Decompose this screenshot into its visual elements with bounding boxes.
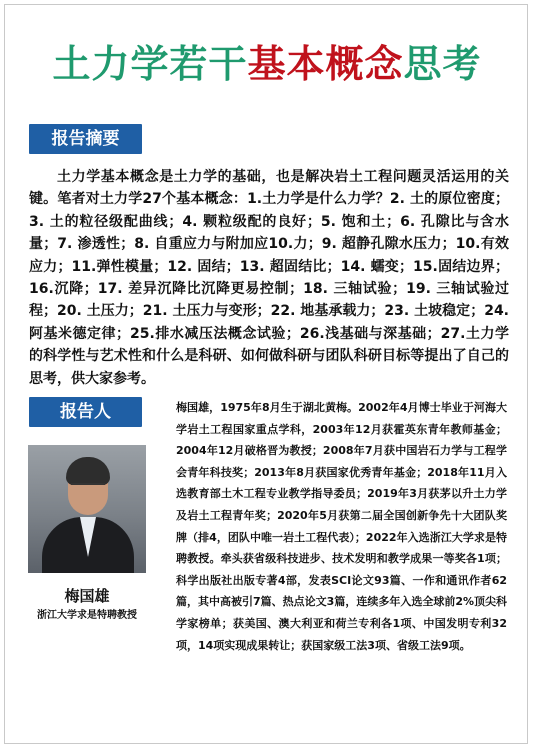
abstract-section-label: 报告摘要: [29, 124, 142, 154]
reporter-name: 梅国雄: [64, 587, 110, 605]
reporter-affiliation: 浙江大学求是特聘教授: [37, 610, 137, 621]
photo-hair: [66, 457, 110, 485]
page-title: [0, 40, 534, 88]
title-part-2: 基本概念: [247, 42, 404, 86]
photo-glasses: [71, 483, 105, 493]
reporter-section-label: 报告人: [29, 397, 142, 427]
reporter-photo: [28, 445, 146, 573]
abstract-text: 土力学基本概念是土力学的基础，也是解决岩土工程问题灵活运用的关键。笔者对土力学27个基本概念：1.土力学是什么力学？2. 土的原位密度；3. 土的粒径级配曲线；4. 颗粒级配的良好；5. 饱和土；6. 孔隙比与含水量；7. 渗透性；8. 自重应力与附加应10.力；9. 超静孔隙水压力；10.有效应力；11.弹性模量；12. 固结；13. 超固结比；14. 蠕变；15.固结边界；16.沉降；17. 差异沉降比沉降更易控制；18. 三轴试验；19. 三轴试验过程；20. 土压力；21. 土压力与变形；22. 地基承载力；23. 土坡稳定；24. 阿基米德定律；25.排水减压法概念试验；26.浅基础与深基础；27.土力学的科学性与艺术性和什么是科研、如何做科研与团队科研目标等提出了自己的思考，供大家参考。: [29, 169, 509, 387]
title-part-3: 思考: [403, 42, 482, 86]
reporter-bio: 梅国雄，1975年8月生于湖北黄梅。2002年4月博士毕业于河海大学岩土工程国家重点学科，2003年12月获霍英东青年教师基金；2004年12月破格晋为教授；2008年7月获中国岩石力学与工程学会青年科技奖；2013年8月获国家优秀青年基金；2018年11月入选教育部土木工程专业教学指导委员；2019年3月获茅以升土力学及岩土工程青年奖；2020年5月获第二届全国创新争先十大团队奖牌（排4，团队中唯一岩土工程代表）；2022年入选浙江大学求是特聘教授。牵头获省级科技进步、技术发明和教学成果一等奖各1项；科学出版社出版专著4部，发表SCI论文93篇、一作和通讯作者62篇，其中高被引7篇、热点论文3篇，连续多年入选全球前2%顶尖科学家榜单；获美国、澳大利亚和荷兰专利各1项、中国发明专利32项，14项实现成果转让；获国家级工法3项、省级工法9项。: [176, 401, 507, 652]
title-part-1: 土力学若干: [52, 42, 248, 86]
